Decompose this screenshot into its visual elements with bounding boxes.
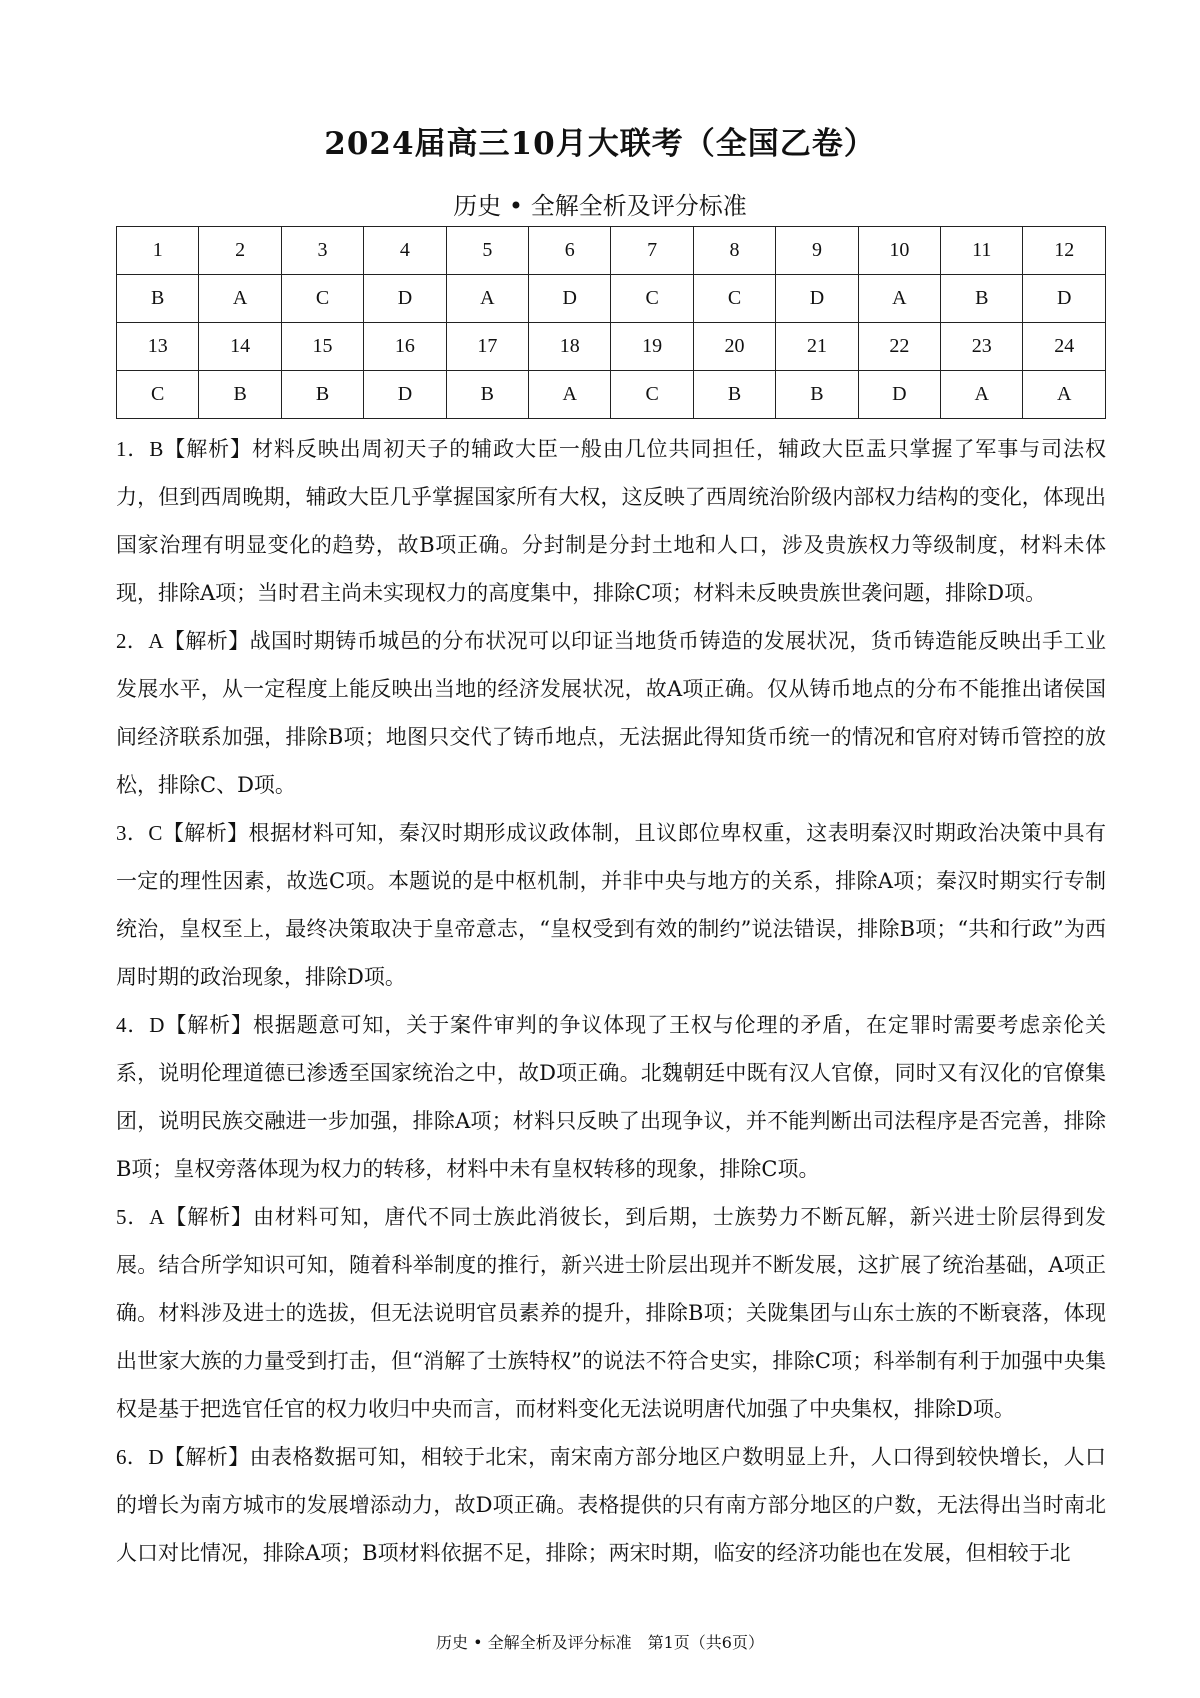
answer-row	[117, 275, 1106, 323]
question-number-cell: 14	[199, 323, 281, 371]
answer-cell: A	[199, 275, 281, 323]
explanation-item	[116, 617, 1106, 809]
explanation-text: 【解析】由表格数据可知，相较于北宋，南宋南方部分地区户数明显上升，人口得到较快增长，人口的增长为南方城市的发展增添动力，故D项正确。表格提供的只有南方部分地区的户数，无法得出当时南北人口对比情况，排除A项；B项材料依据不足，排除；两宋时期，临安的经济功能也在发展，但相较于北	[116, 1445, 1106, 1565]
answer-cell: D	[364, 275, 446, 323]
explanation-text: 【解析】由材料可知，唐代不同士族此消彼长，到后期，士族势力不断瓦解，新兴进士阶层得到发展。结合所学知识可知，随着科举制度的推行，新兴进士阶层出现并不断发展，这扩展了统治基础，A项正确。材料涉及进士的选拔，但无法说明官员素养的提升，排除B项；关陇集团与山东士族的不断衰落，体现出世家大族的力量受到打击，但“消解了士族特权”的说法不符合史实，排除C项；科举制有利于加强中央集权是基于把选官任官的权力收归中央而言，而材料变化无法说明唐代加强了中央集权，排除D项。	[116, 1205, 1107, 1421]
explanation-item	[116, 1433, 1106, 1577]
question-number-cell: 3	[281, 227, 363, 275]
question-number-cell: 24	[1023, 323, 1106, 371]
question-number-cell: 21	[776, 323, 858, 371]
answer-table	[116, 226, 1106, 419]
answer-cell: A	[858, 275, 940, 323]
answer-cell: B	[117, 275, 199, 323]
answer-cell: B	[281, 371, 363, 419]
answer-cell: C	[611, 275, 693, 323]
answer-cell: A	[941, 371, 1023, 419]
question-number-cell: 4	[364, 227, 446, 275]
question-number-cell: 19	[611, 323, 693, 371]
question-number-cell: 20	[693, 323, 775, 371]
explanation-text: 【解析】根据题意可知，关于案件审判的争议体现了王权与伦理的矛盾，在定罪时需要考虑亲伦关系，说明伦理道德已渗透至国家统治之中，故D项正确。北魏朝廷中既有汉人官僚，同时又有汉化的官僚集团，说明民族交融进一步加强，排除A项；材料只反映了出现争议，并不能判断出司法程序是否完善，排除B项；皇权旁落体现为权力的转移，材料中未有皇权转移的现象，排除C项。	[116, 1013, 1107, 1181]
question-label: 2．A	[116, 629, 164, 653]
answer-cell: A	[529, 371, 611, 419]
explanation-text: 【解析】材料反映出周初天子的辅政大臣一般由几位共同担任，辅政大臣盂只掌握了军事与司法权力，但到西周晚期，辅政大臣几乎掌握国家所有大权，这反映了西周统治阶级内部权力结构的变化，体现出国家治理有明显变化的趋势，故B项正确。分封制是分封土地和人口，涉及贵族权力等级制度，材料未体现，排除A项；当时君主尚未实现权力的高度集中，排除C项；材料未反映贵族世袭问题，排除D项。	[116, 437, 1106, 605]
answer-cell: D	[529, 275, 611, 323]
answer-cell: B	[199, 371, 281, 419]
question-number-cell: 11	[941, 227, 1023, 275]
page-subtitle: 历史 • 全解全析及评分标准	[453, 192, 747, 220]
question-number-cell: 9	[776, 227, 858, 275]
explanation-text: 【解析】战国时期铸币城邑的分布状况可以印证当地货币铸造的发展状况，货币铸造能反映出手工业发展水平，从一定程度上能反映出当地的经济发展状况，故A项正确。仅从铸币地点的分布不能推出诸侯国间经济联系加强，排除B项；地图只交代了铸币地点，无法据此得知货币统一的情况和官府对铸币管控的放松，排除C、D项。	[116, 629, 1106, 797]
answer-cell: C	[693, 275, 775, 323]
question-label: 1．B	[116, 437, 164, 461]
question-number-row	[117, 323, 1106, 371]
question-number-cell: 7	[611, 227, 693, 275]
answer-row	[117, 371, 1106, 419]
explanations	[116, 425, 1106, 1577]
question-number-cell: 5	[446, 227, 528, 275]
question-label: 6．D	[116, 1445, 164, 1469]
question-number-cell: 13	[117, 323, 199, 371]
question-number-cell: 18	[529, 323, 611, 371]
answer-cell: C	[611, 371, 693, 419]
answer-cell: A	[446, 275, 528, 323]
answer-cell: B	[693, 371, 775, 419]
question-number-cell: 6	[529, 227, 611, 275]
question-number-cell: 12	[1023, 227, 1106, 275]
question-number-cell: 10	[858, 227, 940, 275]
answer-cell: B	[941, 275, 1023, 323]
answer-cell: D	[858, 371, 940, 419]
answer-cell: D	[776, 275, 858, 323]
question-number-row	[117, 227, 1106, 275]
answer-cell: B	[776, 371, 858, 419]
question-number-cell: 15	[281, 323, 363, 371]
answer-cell: C	[281, 275, 363, 323]
question-number-cell: 16	[364, 323, 446, 371]
answer-cell: A	[1023, 371, 1106, 419]
answer-cell: C	[117, 371, 199, 419]
answer-cell: B	[446, 371, 528, 419]
explanation-item	[116, 1001, 1106, 1193]
explanation-item	[116, 1193, 1106, 1433]
question-number-cell: 23	[941, 323, 1023, 371]
question-label: 3．C	[116, 821, 163, 845]
answer-cell: D	[364, 371, 446, 419]
question-number-cell: 22	[858, 323, 940, 371]
question-number-cell: 1	[117, 227, 199, 275]
question-label: 5．A	[116, 1205, 165, 1229]
question-label: 4．D	[116, 1013, 165, 1037]
page-title: 2024届高三10月大联考（全国乙卷）	[324, 126, 876, 162]
question-number-cell: 8	[693, 227, 775, 275]
explanation-item	[116, 809, 1106, 1001]
answer-cell: D	[1023, 275, 1106, 323]
question-number-cell: 17	[446, 323, 528, 371]
explanation-item	[116, 425, 1106, 617]
page-footer: 历史 • 全解全析及评分标准 第1页（共6页）	[436, 1633, 764, 1652]
explanation-text: 【解析】根据材料可知，秦汉时期形成议政体制，且议郎位卑权重，这表明秦汉时期政治决策中具有一定的理性因素，故选C项。本题说的是中枢机制，并非中央与地方的关系，排除A项；秦汉时期实行专制统治，皇权至上，最终决策取决于皇帝意志，“皇权受到有效的制约”说法错误，排除B项；“共和行政”为西周时期的政治现象，排除D项。	[116, 821, 1106, 989]
question-number-cell: 2	[199, 227, 281, 275]
